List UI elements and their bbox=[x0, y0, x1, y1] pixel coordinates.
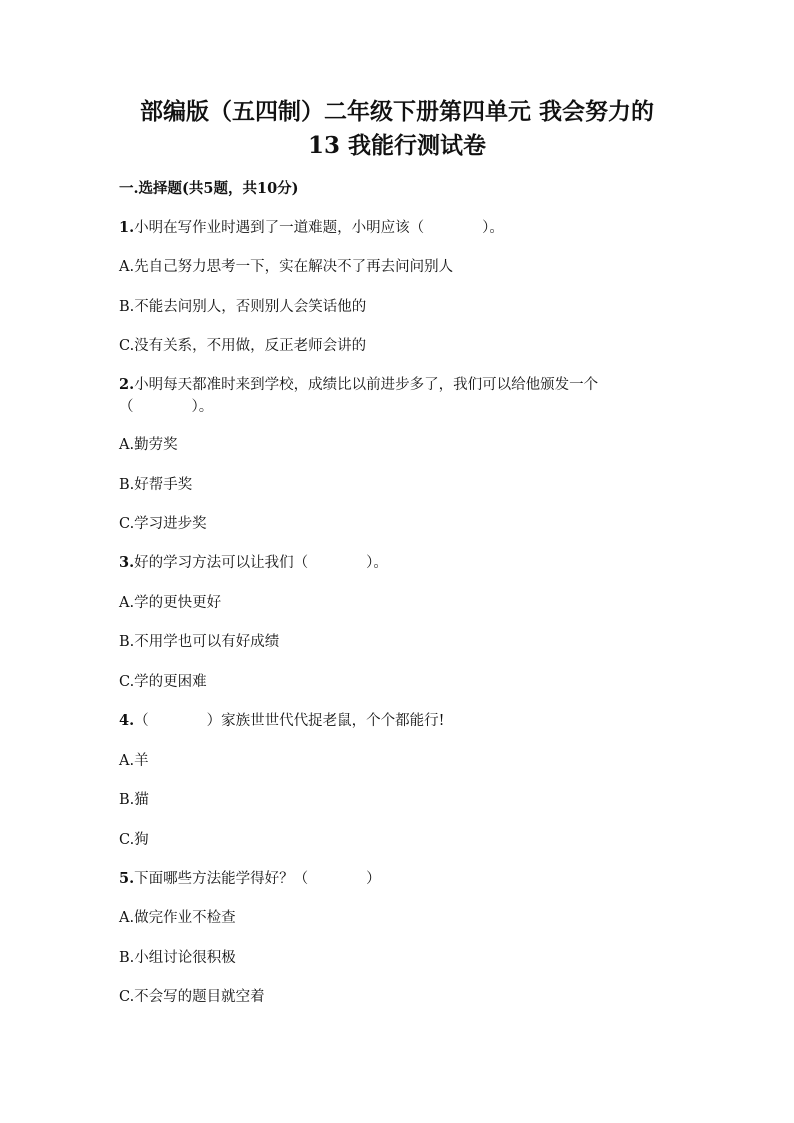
question-text: 小明每天都准时来到学校，成绩比以前进步多了，我们可以给他颁发一个 bbox=[134, 377, 599, 393]
question-1-option-a: A.先自己努力思考一下，实在解决不了再去问问别人 bbox=[119, 259, 454, 275]
question-1-option-b: B.不能去问别人，否则别人会笑话他的 bbox=[119, 299, 367, 315]
question-3-option-a: A.学的更快更好 bbox=[119, 595, 222, 611]
question-5-option-c: C.不会写的题目就空着 bbox=[119, 989, 265, 1005]
question-3-option-b: B.不用学也可以有好成绩 bbox=[119, 634, 280, 650]
question-2 bbox=[119, 374, 598, 396]
document-title-line-2: 13 我能行测试卷 bbox=[307, 132, 486, 159]
question-5-option-a: A.做完作业不检查 bbox=[119, 910, 236, 926]
question-text: 小明在写作业时遇到了一道难题，小明应该（ ）。 bbox=[134, 220, 504, 236]
document-title-line-1: 部编版（五四制）二年级下册第四单元 我会努力的 bbox=[139, 98, 654, 125]
question-1-option-c: C.没有关系，不用做，反正老师会讲的 bbox=[119, 338, 367, 354]
question-2-continuation: （ ）。 bbox=[119, 399, 214, 415]
question-number: 4. bbox=[119, 712, 135, 729]
question-5 bbox=[119, 868, 381, 890]
question-1 bbox=[119, 217, 504, 239]
question-number: 2. bbox=[119, 376, 135, 393]
question-5-option-b: B.小组讨论很积极 bbox=[119, 950, 236, 966]
question-number: 5. bbox=[119, 870, 135, 887]
question-text: 好的学习方法可以让我们（ ）。 bbox=[134, 555, 388, 571]
question-3-option-c: C.学的更困难 bbox=[119, 674, 207, 690]
section-heading: 一.选择题(共5题，共10分) bbox=[119, 180, 299, 197]
question-2-option-c: C.学习进步奖 bbox=[119, 516, 207, 532]
question-number: 3. bbox=[119, 554, 135, 571]
question-4-option-a: A.羊 bbox=[119, 753, 149, 769]
question-3 bbox=[119, 552, 388, 574]
question-4-option-b: B.猫 bbox=[119, 792, 149, 808]
question-text: 下面哪些方法能学得好？（ ） bbox=[134, 871, 381, 887]
question-2-option-b: B.好帮手奖 bbox=[119, 477, 193, 493]
question-4 bbox=[119, 710, 444, 732]
question-4-option-c: C.狗 bbox=[119, 832, 149, 848]
question-text: （ ）家族世世代代捉老鼠，个个都能行! bbox=[134, 713, 445, 729]
question-2-option-a: A.勤劳奖 bbox=[119, 437, 178, 453]
question-number: 1. bbox=[119, 219, 135, 236]
